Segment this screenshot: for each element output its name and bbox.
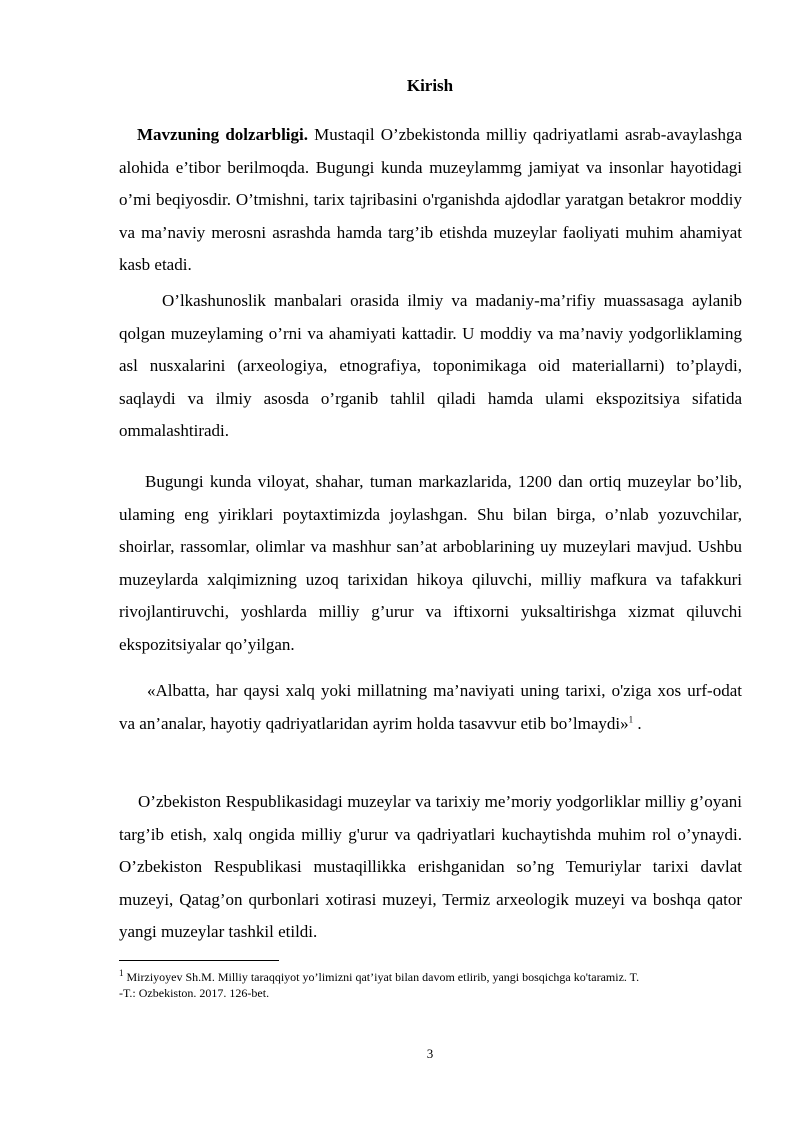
paragraph-museums-count: Bugungi kunda viloyat, shahar, tuman markazlarida, 1200 dan ortiq muzeylar bo’lib, ulaming eng yiriklari poytaxtimizda joylashgan. Shu bilan birga, o’nlab yozuvchilar, shoirlar, rassomlar, olimlar va mashhur san’at arboblarining uy muzeylari mavjud. Ushbu muzeylarda xalqimizning uzoq tarixidan hikoya qiluvchi, milliy mafkura va tafakkuri rivojlantiruvchi, yoshlarda milliy g’urur va iftixorni yuksaltirishga xizmat qiluvchi ekspozitsiyalar qo’yilgan. [119,472,742,654]
quote-tail: . [633,713,642,733]
quote-text: «Albatta, har qaysi xalq yoki millatning ma’naviyati uning tarixi, o'ziga xos urf-odat va an’analar, hayotiy qadriyatlaridan ayrim holda tasavvur etib bo’lmaydi» [119,681,742,733]
footnote-divider [119,960,279,961]
page-title: Kirish [406,76,454,95]
paragraph-heading: Mavzuning dolzarbligi. [137,125,308,144]
paragraph-republic-museums: O’zbekiston Respublikasidagi muzeylar va tarixiy me’moriy yodgorliklar milliy g’oyani targ’ib etish, xalq ongida milliy g'urur va qadriyatlari kuchaytishda muhim rol o’ynaydi. O’zbekiston Respublikasi mustaqillikka erishganidan so’ng Temuriylar tarixi davlat muzeyi, Qatag’on qurbonlari xotirasi muzeyi, Termiz arxeologik muzeyi va boshqa qator yangi muzeylar tashkil etildi. [119,792,742,942]
footnote [119,969,742,1001]
footnote-line-1: Mirziyoyev Sh.M. Milliy taraqqiyot yo’limizni qat’iyat bilan davom etlirib, yangi bosqichga ko'taramiz. T. [123,970,640,984]
footnote-marker: 1 [119,968,124,978]
paragraph-relevance [119,119,742,282]
footnote-reference[interactable]: 1 [628,713,634,724]
footnote-line-2: -T.: Ozbekiston. 2017. 126-bet. [119,986,270,1000]
paragraph-text: Mustaqil O’zbekistonda milliy qadriyatlami asrab-avaylashga alohida e’tibor berilmoqda. Bugungi kunda muzeylammg jamiyat va insonlar hayotidagi o’mi beqiyosdir. O’tmishni, tarix tajribasini o'rganishda ajdodlar yaratgan betakror moddiy va ma’naviy merosni asrashda hamda targ’ib etishda muzeylar faoliyati muhim ahamiyat kasb etadi. [119,125,742,275]
paragraph-local-history: O’lkashunoslik manbalari orasida ilmiy va madaniy-ma’rifiy muassasaga aylanib qolgan muzeylaming o’rni va ahamiyati kattadir. U moddiy va ma’naviy yodgorliklaming asl nusxalarini (arxeologiya, etnografiya, toponimikaga oid materiallarni) to’playdi, saqlaydi va ilmiy asosda o’rganib tahlil qiladi hamda ulami ekspozitsiya sifatida ommalashtiradi. [119,291,742,441]
paragraph-quote [119,675,742,740]
page-number: 3 [426,1046,434,1061]
